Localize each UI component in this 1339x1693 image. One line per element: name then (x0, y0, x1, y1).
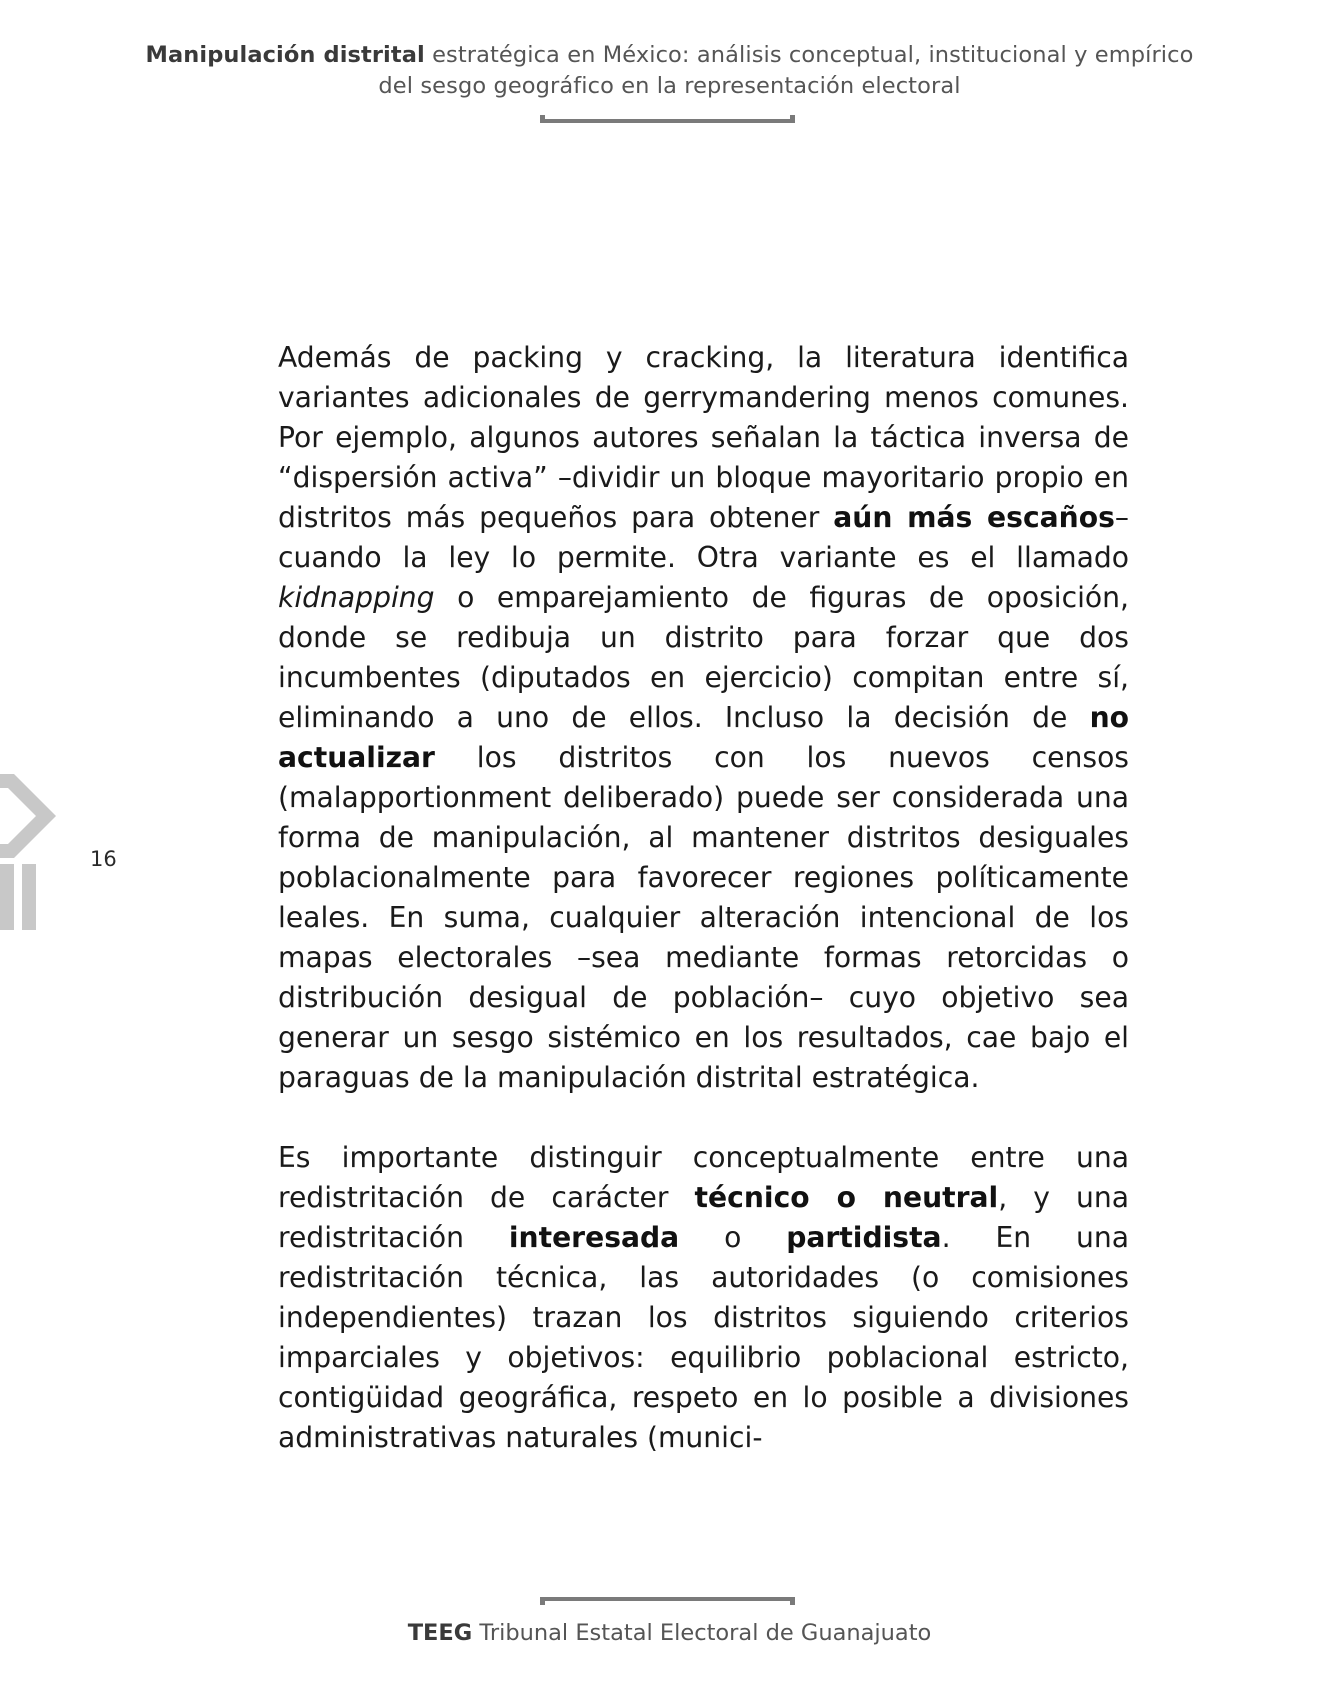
running-header (0, 40, 1339, 102)
header-title-rest: estratégica en México: análisis conceptual, institucional y empírico (424, 42, 1194, 68)
text-run: Además de packing y cracking, la literatura identifica variantes adicionales de gerrymandering menos comunes. Por ejemplo, algunos autores señalan la táctica inversa de “dispersión activa” –dividir un bloque mayoritario propio en distritos más pequeños para obtener (278, 341, 1129, 534)
header-line-1 (0, 40, 1339, 71)
text-run: Es importante distinguir conceptualmente entre una redistritación de carácter (278, 1141, 1129, 1214)
header-title-bold: Manipulación distrital (145, 42, 425, 68)
bold-phrase: aún más escaños (833, 501, 1115, 534)
paragraph-1 (278, 338, 1129, 1098)
page-number: 16 (90, 847, 117, 871)
bold-phrase: no actualizar (278, 701, 1129, 774)
italic-term: kidnapping (278, 581, 435, 614)
text-run: – cuando la ley lo permite. Otra variante es el llamado (278, 501, 1129, 574)
header-line-2: del sesgo geográfico en la representación electoral (378, 73, 961, 99)
text-run: o emparejamiento de figuras de oposición, donde se redibuja un distrito para forzar que dos incumbentes (diputados en ejercicio) compitan entre sí, eliminando a uno de ellos. Incluso la decisión de (278, 581, 1129, 734)
institution-logo-fragment-icon (0, 770, 60, 930)
bold-phrase: interesada (508, 1221, 680, 1254)
footer-bracket-divider (540, 1597, 795, 1605)
text-run: o (679, 1221, 787, 1254)
text-run: . En una redistritación técnica, las autoridades (o comisiones independientes) trazan los distritos siguiendo criterios imparciales y objetivos: equilibrio poblacional estricto, contigüidad geográfica, respeto en lo posible a divisiones administrativas naturales (munici- (278, 1221, 1130, 1454)
footer-acronym: TEEG (407, 1620, 473, 1646)
footer-institution-name: Tribunal Estatal Electoral de Guanajuato (472, 1620, 932, 1646)
body-text (278, 338, 1129, 1458)
header-bracket-divider (540, 115, 795, 123)
text-run: , y una redistritación (278, 1181, 1130, 1254)
bold-phrase: partidista (786, 1221, 942, 1254)
paragraph-2 (278, 1138, 1129, 1458)
bold-phrase: técnico o neutral (694, 1181, 999, 1214)
text-run: los distritos con los nuevos censos (malapportionment deliberado) puede ser considerada una forma de manipulación, al mantener distritos desiguales poblacionalmente para favorecer regiones políticamente leales. En suma, cualquier alteración intencional de los mapas electorales –sea mediante formas retorcidas o distribución desigual de población– cuyo objetivo sea generar un sesgo sistémico en los resultados, cae bajo el paraguas de la manipulación distrital estratégica. (278, 741, 1129, 1094)
running-footer (0, 1620, 1339, 1646)
